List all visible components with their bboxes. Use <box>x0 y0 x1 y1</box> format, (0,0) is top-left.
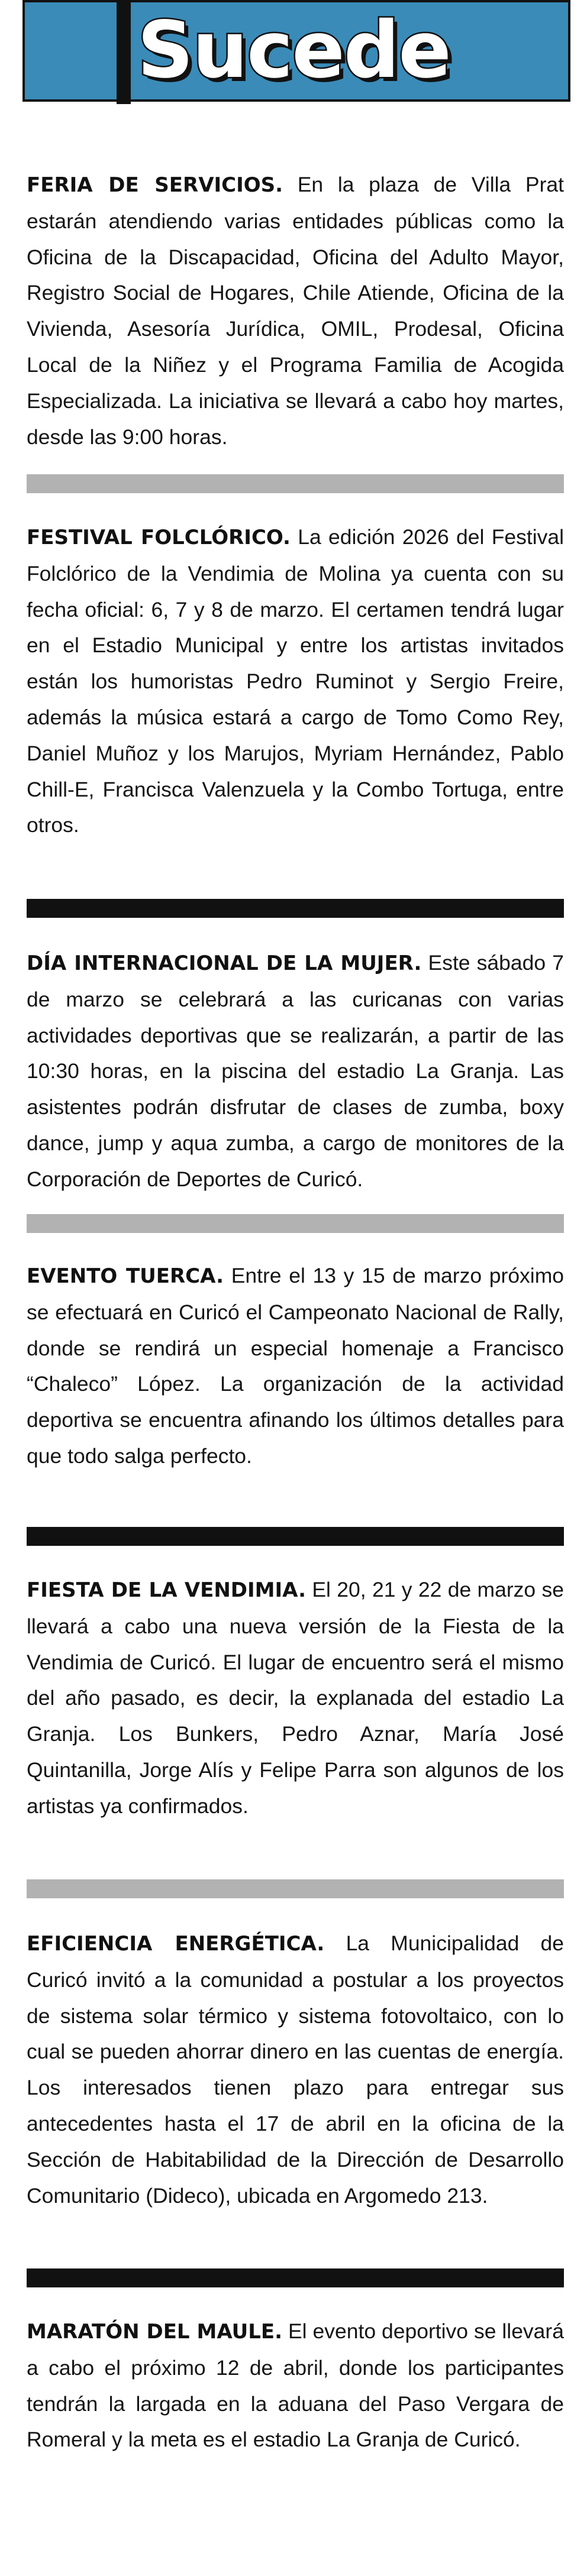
story-festival-folclorico <box>27 519 564 843</box>
story-headline: DÍA INTERNACIONAL DE LA MUJER. <box>27 952 422 975</box>
story-headline: FIESTA DE LA VENDIMIA. <box>27 1578 307 1602</box>
story-body: La edición 2026 del Festival Folclórico de la Vendimia de Molina ya cuenta con su fecha oficial: 6, 7 y 8 de marzo. El certamen tendrá lugar en el Estadio Municipal y entre los artistas invitados están los humoristas Pedro Ruminot y Sergio Freire, además la música estará a cargo de Tomo Como Rey, Daniel Muñoz y los Marujos, Myriam Hernández, Pablo Chill-E, Francisca Valenzuela y la Combo Tortuga, entre otros. <box>27 525 565 837</box>
divider <box>27 474 564 493</box>
story-body: El 20, 21 y 22 de marzo se llevará a cabo una nueva versión de la Fiesta de la Vendimia de Curicó. El lugar de encuentro será el mismo del año pasado, es decir, la explanada del estadio La Granja. Los Bunkers, Pedro Aznar, María José Quintanilla, Jorge Alís y Felipe Parra son algunos de los artistas ya confirmados. <box>27 1578 564 1818</box>
divider <box>27 899 564 918</box>
divider <box>27 2268 564 2287</box>
section-header <box>22 0 570 102</box>
section-title: Sucede <box>137 5 450 96</box>
story-body: Este sábado 7 de marzo se celebrará a las curicanas con varias actividades deportivas que se realizarán, a partir de las 10:30 horas, en la piscina del estadio La Granja. Las asistentes podrán disfrutar de clases de zumba, boxy dance, jump y aqua zumba, a cargo de monitores de la Corporación de Deportes de Curicó. <box>27 951 564 1191</box>
divider <box>27 1879 564 1898</box>
divider <box>27 1214 564 1233</box>
story-feria-de-servicios <box>27 167 564 455</box>
story-headline: EFICIENCIA ENERGÉTICA. <box>27 1932 325 1956</box>
story-eficiencia-energetica <box>27 1925 564 2213</box>
story-headline: MARATÓN DEL MAULE. <box>27 2320 283 2344</box>
divider <box>27 1527 564 1546</box>
story-body: Entre el 13 y 15 de marzo próximo se efectuará en Curicó el Campeonato Nacional de Rally, donde se rendirá un especial homenaje a Francisco “Chaleco” López. La organización de la actividad deportiva se encuentra afinando los últimos detalles para que todo salga perfecto. <box>27 1264 565 1468</box>
story-headline: FESTIVAL FOLCLÓRICO. <box>27 526 291 549</box>
story-fiesta-de-la-vendimia <box>27 1572 564 1824</box>
story-body: El evento deportivo se llevará a cabo el próximo 12 de abril, donde los participantes tendrán la largada en la aduana del Paso Vergara de Romeral y la meta es el estadio La Granja de Curicó. <box>27 2319 564 2452</box>
story-headline: EVENTO TUERCA. <box>27 1264 224 1288</box>
story-body: En la plaza de Villa Prat estarán atendiendo varias entidades públicas como la Oficina de la Discapacidad, Oficina del Adulto Mayor, Registro Social de Hogares, Chile Atiende, Oficina de la Vivienda, Asesoría Jurídica, OMIL, Prodesal, Oficina Local de la Niñez y el Programa Familia de Acogida Especializada. La iniciativa se llevará a cabo hoy martes, desde las 9:00 horas. <box>27 173 564 449</box>
story-maraton-del-maule <box>27 2313 564 2458</box>
story-headline: FERIA DE SERVICIOS. <box>27 173 283 197</box>
story-dia-internacional-de-la-mujer <box>27 945 564 1198</box>
header-accent-bar <box>117 0 131 104</box>
story-evento-tuerca <box>27 1258 564 1474</box>
story-body: La Municipalidad de Curicó invitó a la comunidad a postular a los proyectos de sistema solar térmico y sistema fotovoltaico, con lo cual se pueden ahorrar dinero en las cuentas de energía. Los interesados tienen plazo para entregar sus antecedentes hasta el 17 de abril en la oficina de la Sección de Habitabilidad de la Dirección de Desarrollo Comunitario (Dideco), ubicada en Argomedo 213. <box>27 1931 564 2208</box>
